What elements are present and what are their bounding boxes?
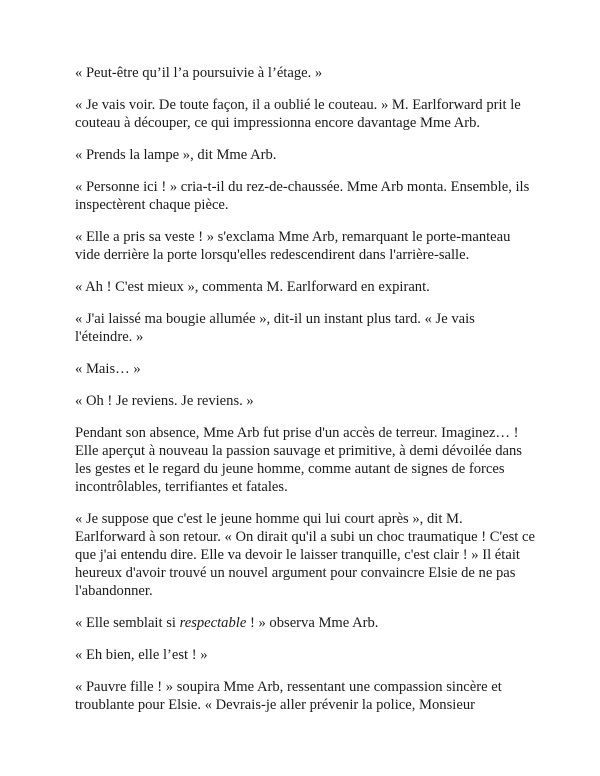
paragraph-1: « Peut-être qu’il l’a poursuivie à l’étage. » <box>75 65 323 81</box>
paragraph-7: « J'ai laissé ma bougie allumée », dit-il un instant plus tard. « Je vais l'éteindre. » <box>75 311 475 345</box>
paragraph-12-after: ! » observa Mme Arb. <box>246 615 379 631</box>
paragraph-6: « Ah ! C'est mieux », commenta M. Earlforward en expirant. <box>75 279 430 295</box>
paragraph-12 <box>75 614 535 632</box>
paragraph-8: « Mais… » <box>75 361 141 377</box>
document-page <box>75 64 535 728</box>
paragraph-9: « Oh ! Je reviens. Je reviens. » <box>75 393 254 409</box>
paragraph-13: « Eh bien, elle l’est ! » <box>75 647 208 663</box>
paragraph-11: « Je suppose que c'est le jeune homme qui lui court après », dit M. Earlforward à son retour. « On dirait qu'il a subi un choc traumatique ! C'est ce que j'ai entendu dire. Elle va devoir le laisser tranquille, c'est clair ! » Il était heureux d'avoir trouvé un nouvel argument pour convaincre Elsie de ne pas l'abandonner. <box>75 511 535 599</box>
paragraph-3: « Prends la lampe », dit Mme Arb. <box>75 147 277 163</box>
paragraph-12-before: « Elle semblait si <box>75 615 180 631</box>
paragraph-5: « Elle a pris sa veste ! » s'exclama Mme Arb, remarquant le porte-manteau vide derrière la porte lorsqu'elles redescendirent dans l'arrière-salle. <box>75 229 511 263</box>
paragraph-12-emphasis: respectable <box>179 615 247 631</box>
paragraph-2: « Je vais voir. De toute façon, il a oublié le couteau. » M. Earlforward prit le couteau à découper, ce qui impressionna encore davantage Mme Arb. <box>75 97 521 131</box>
paragraph-4: « Personne ici ! » cria-t-il du rez-de-chaussée. Mme Arb monta. Ensemble, ils inspectèrent chaque pièce. <box>75 179 530 213</box>
paragraph-14: « Pauvre fille ! » soupira Mme Arb, ressentant une compassion sincère et troublante pour Elsie. « Devrais-je aller prévenir la police, Monsieur <box>75 679 502 713</box>
paragraph-10: Pendant son absence, Mme Arb fut prise d'un accès de terreur. Imaginez… ! Elle aperçut à nouveau la passion sauvage et primitive, à demi dévoilée dans les gestes et le regard du jeune homme, comme autant de signes de forces incontrôlables, terrifiantes et fatales. <box>75 425 522 495</box>
